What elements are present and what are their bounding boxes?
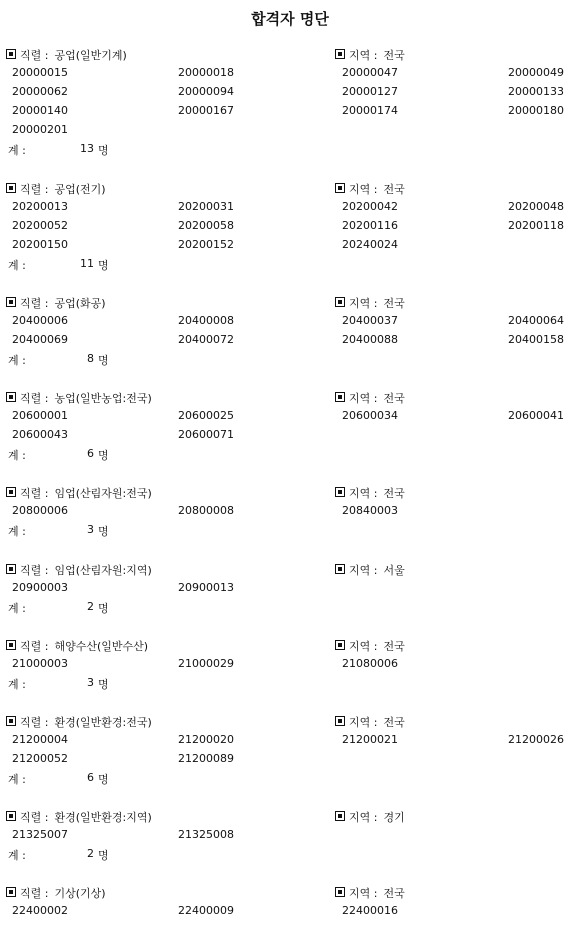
job-label: 직렬 : <box>20 640 49 653</box>
total-label: 계 : <box>8 525 26 538</box>
region-value: 전국 <box>383 297 405 310</box>
job-label: 직렬 : <box>20 887 49 900</box>
total-count: 6 <box>87 771 94 784</box>
candidate-number: 20600001 <box>12 409 68 422</box>
square-bullet-icon <box>335 392 345 402</box>
region <box>335 885 405 901</box>
number-row <box>0 730 580 749</box>
job-value: 공업(일반기계) <box>54 49 127 62</box>
page-title: 합격자 명단 <box>251 10 329 28</box>
total-unit: 명 <box>98 602 109 615</box>
region-label: 지역 : <box>349 887 378 900</box>
number-row <box>0 578 580 597</box>
job-label: 직렬 : <box>20 564 49 577</box>
number-grid <box>0 501 580 520</box>
total-unit: 명 <box>98 678 109 691</box>
candidate-number: 22400016 <box>342 904 398 917</box>
region-value: 전국 <box>383 640 405 653</box>
region-label: 지역 : <box>349 392 378 405</box>
total-count: 2 <box>87 847 94 860</box>
candidate-number: 21080006 <box>342 657 398 670</box>
candidate-number: 21200004 <box>12 733 68 746</box>
square-bullet-icon <box>335 183 345 193</box>
candidate-number: 20200116 <box>342 219 398 232</box>
candidate-number: 20600043 <box>12 428 68 441</box>
section-block <box>0 482 580 539</box>
candidate-number: 20200118 <box>508 219 564 232</box>
job-category <box>6 714 152 730</box>
candidate-number: 20000180 <box>508 104 564 117</box>
region-label: 지역 : <box>349 487 378 500</box>
region-label: 지역 : <box>349 811 378 824</box>
candidate-number: 21325008 <box>178 828 234 841</box>
candidate-number: 20000015 <box>12 66 68 79</box>
section-header <box>0 387 580 406</box>
number-row <box>0 330 580 349</box>
job-value: 공업(전기) <box>54 183 106 196</box>
number-grid <box>0 825 580 844</box>
square-bullet-icon <box>6 811 16 821</box>
section-header <box>0 711 580 730</box>
region-label: 지역 : <box>349 716 378 729</box>
number-row <box>0 311 580 330</box>
candidate-number: 20600071 <box>178 428 234 441</box>
section-total <box>0 768 580 787</box>
job-category <box>6 485 152 501</box>
total-unit: 명 <box>98 849 109 862</box>
candidate-number: 21200020 <box>178 733 234 746</box>
job-category <box>6 885 106 901</box>
total-label: 계 : <box>8 354 26 367</box>
number-grid <box>0 311 580 349</box>
number-row <box>0 901 580 920</box>
region-value: 전국 <box>383 183 405 196</box>
number-grid <box>0 406 580 444</box>
number-grid <box>0 197 580 254</box>
job-category <box>6 562 152 578</box>
section-total <box>0 139 580 158</box>
section-header <box>0 882 580 901</box>
section-total <box>0 844 580 863</box>
number-grid <box>0 578 580 597</box>
total-label: 계 : <box>8 602 26 615</box>
section-block <box>0 711 580 787</box>
section-total <box>0 673 580 692</box>
candidate-number: 20400158 <box>508 333 564 346</box>
job-category <box>6 47 127 63</box>
job-label: 직렬 : <box>20 297 49 310</box>
total-label: 계 : <box>8 449 26 462</box>
candidate-number: 22400009 <box>178 904 234 917</box>
region-value: 전국 <box>383 887 405 900</box>
candidate-number: 20000018 <box>178 66 234 79</box>
section-header <box>0 44 580 63</box>
region <box>335 47 405 63</box>
region-value: 경기 <box>383 811 405 824</box>
region-value: 전국 <box>383 487 405 500</box>
job-category <box>6 638 148 654</box>
candidate-number: 20400006 <box>12 314 68 327</box>
job-category <box>6 181 106 197</box>
number-row <box>0 235 580 254</box>
candidate-number: 20000049 <box>508 66 564 79</box>
total-count: 11 <box>80 257 94 270</box>
candidate-number: 20200152 <box>178 238 234 251</box>
section-block <box>0 178 580 273</box>
candidate-number: 20000174 <box>342 104 398 117</box>
candidate-number: 21000029 <box>178 657 234 670</box>
candidate-number: 20240024 <box>342 238 398 251</box>
region-label: 지역 : <box>349 183 378 196</box>
region-label: 지역 : <box>349 49 378 62</box>
number-grid <box>0 901 580 920</box>
candidate-number: 20000127 <box>342 85 398 98</box>
candidate-number: 20200013 <box>12 200 68 213</box>
job-value: 해양수산(일반수산) <box>54 640 149 653</box>
square-bullet-icon <box>6 183 16 193</box>
candidate-number: 21200089 <box>178 752 234 765</box>
square-bullet-icon <box>335 640 345 650</box>
square-bullet-icon <box>335 811 345 821</box>
candidate-number: 20000201 <box>12 123 68 136</box>
job-value: 농업(일반농업:전국) <box>54 392 152 405</box>
candidate-number: 20900003 <box>12 581 68 594</box>
candidate-number: 21200026 <box>508 733 564 746</box>
candidate-number: 20000094 <box>178 85 234 98</box>
candidate-number: 20000062 <box>12 85 68 98</box>
square-bullet-icon <box>6 564 16 574</box>
region-value: 전국 <box>383 716 405 729</box>
candidate-number: 20400072 <box>178 333 234 346</box>
square-bullet-icon <box>335 487 345 497</box>
region <box>335 638 405 654</box>
candidate-number: 20000167 <box>178 104 234 117</box>
section-block <box>0 806 580 863</box>
section-total <box>0 254 580 273</box>
number-row <box>0 654 580 673</box>
region-label: 지역 : <box>349 640 378 653</box>
section-header <box>0 178 580 197</box>
square-bullet-icon <box>6 487 16 497</box>
candidate-number: 20800008 <box>178 504 234 517</box>
square-bullet-icon <box>335 49 345 59</box>
job-label: 직렬 : <box>20 49 49 62</box>
number-row <box>0 101 580 120</box>
total-count: 13 <box>80 142 94 155</box>
job-category <box>6 295 106 311</box>
candidate-number: 21325007 <box>12 828 68 841</box>
number-grid <box>0 63 580 139</box>
job-label: 직렬 : <box>20 716 49 729</box>
number-row <box>0 825 580 844</box>
candidate-number: 20000133 <box>508 85 564 98</box>
candidate-number: 20000047 <box>342 66 398 79</box>
total-label: 계 : <box>8 144 26 157</box>
square-bullet-icon <box>335 297 345 307</box>
job-value: 환경(일반환경:전국) <box>54 716 152 729</box>
number-row <box>0 501 580 520</box>
number-row <box>0 406 580 425</box>
candidate-number: 20200052 <box>12 219 68 232</box>
job-value: 기상(기상) <box>54 887 106 900</box>
total-count: 3 <box>87 523 94 536</box>
section-total <box>0 520 580 539</box>
number-row <box>0 197 580 216</box>
region <box>335 390 405 406</box>
number-row <box>0 120 580 139</box>
candidate-number: 20200048 <box>508 200 564 213</box>
candidate-number: 21200021 <box>342 733 398 746</box>
number-row <box>0 82 580 101</box>
square-bullet-icon <box>335 564 345 574</box>
total-label: 계 : <box>8 259 26 272</box>
section-block <box>0 292 580 368</box>
section-block <box>0 559 580 616</box>
job-value: 공업(화공) <box>54 297 106 310</box>
number-row <box>0 63 580 82</box>
section-total <box>0 597 580 616</box>
section-total <box>0 349 580 368</box>
candidate-number: 20200150 <box>12 238 68 251</box>
job-value: 환경(일반환경:지역) <box>54 811 152 824</box>
square-bullet-icon <box>6 640 16 650</box>
section-header <box>0 806 580 825</box>
candidate-number: 21200052 <box>12 752 68 765</box>
square-bullet-icon <box>6 887 16 897</box>
section-total <box>0 444 580 463</box>
candidate-number: 20200042 <box>342 200 398 213</box>
square-bullet-icon <box>6 716 16 726</box>
total-label: 계 : <box>8 773 26 786</box>
job-category <box>6 809 152 825</box>
region-value: 전국 <box>383 392 405 405</box>
total-label: 계 : <box>8 849 26 862</box>
section-header <box>0 482 580 501</box>
candidate-number: 20840003 <box>342 504 398 517</box>
square-bullet-icon <box>6 392 16 402</box>
total-unit: 명 <box>98 773 109 786</box>
number-row <box>0 216 580 235</box>
section-header <box>0 292 580 311</box>
total-count: 8 <box>87 352 94 365</box>
job-label: 직렬 : <box>20 183 49 196</box>
candidate-number: 22400002 <box>12 904 68 917</box>
job-label: 직렬 : <box>20 811 49 824</box>
total-count: 3 <box>87 676 94 689</box>
square-bullet-icon <box>6 49 16 59</box>
region-value: 서울 <box>383 564 405 577</box>
region <box>335 295 405 311</box>
candidate-number: 20200058 <box>178 219 234 232</box>
region <box>335 485 405 501</box>
square-bullet-icon <box>6 297 16 307</box>
region <box>335 714 405 730</box>
region <box>335 181 405 197</box>
candidate-number: 20200031 <box>178 200 234 213</box>
candidate-number: 20000140 <box>12 104 68 117</box>
section-block <box>0 44 580 158</box>
candidate-number: 20400069 <box>12 333 68 346</box>
region <box>335 809 405 825</box>
square-bullet-icon <box>335 716 345 726</box>
candidate-number: 20400037 <box>342 314 398 327</box>
candidate-number: 20900013 <box>178 581 234 594</box>
total-unit: 명 <box>98 144 109 157</box>
job-category <box>6 390 152 406</box>
region-value: 전국 <box>383 49 405 62</box>
number-grid <box>0 730 580 768</box>
section-block <box>0 387 580 463</box>
region <box>335 562 405 578</box>
candidate-number: 20800006 <box>12 504 68 517</box>
candidate-number: 20600034 <box>342 409 398 422</box>
job-value: 임업(산림자원:지역) <box>54 564 152 577</box>
candidate-number: 20400088 <box>342 333 398 346</box>
total-count: 6 <box>87 447 94 460</box>
total-unit: 명 <box>98 354 109 367</box>
candidate-number: 20400064 <box>508 314 564 327</box>
job-label: 직렬 : <box>20 392 49 405</box>
section-header <box>0 559 580 578</box>
total-unit: 명 <box>98 449 109 462</box>
section-block <box>0 635 580 692</box>
section-header <box>0 635 580 654</box>
candidate-number: 20600025 <box>178 409 234 422</box>
section-block <box>0 882 580 920</box>
candidate-number: 21000003 <box>12 657 68 670</box>
total-unit: 명 <box>98 525 109 538</box>
number-grid <box>0 654 580 673</box>
number-row <box>0 749 580 768</box>
total-unit: 명 <box>98 259 109 272</box>
region-label: 지역 : <box>349 564 378 577</box>
total-label: 계 : <box>8 678 26 691</box>
region-label: 지역 : <box>349 297 378 310</box>
square-bullet-icon <box>335 887 345 897</box>
candidate-number: 20600041 <box>508 409 564 422</box>
job-label: 직렬 : <box>20 487 49 500</box>
number-row <box>0 425 580 444</box>
total-count: 2 <box>87 600 94 613</box>
candidate-number: 20400008 <box>178 314 234 327</box>
job-value: 임업(산림자원:전국) <box>54 487 152 500</box>
